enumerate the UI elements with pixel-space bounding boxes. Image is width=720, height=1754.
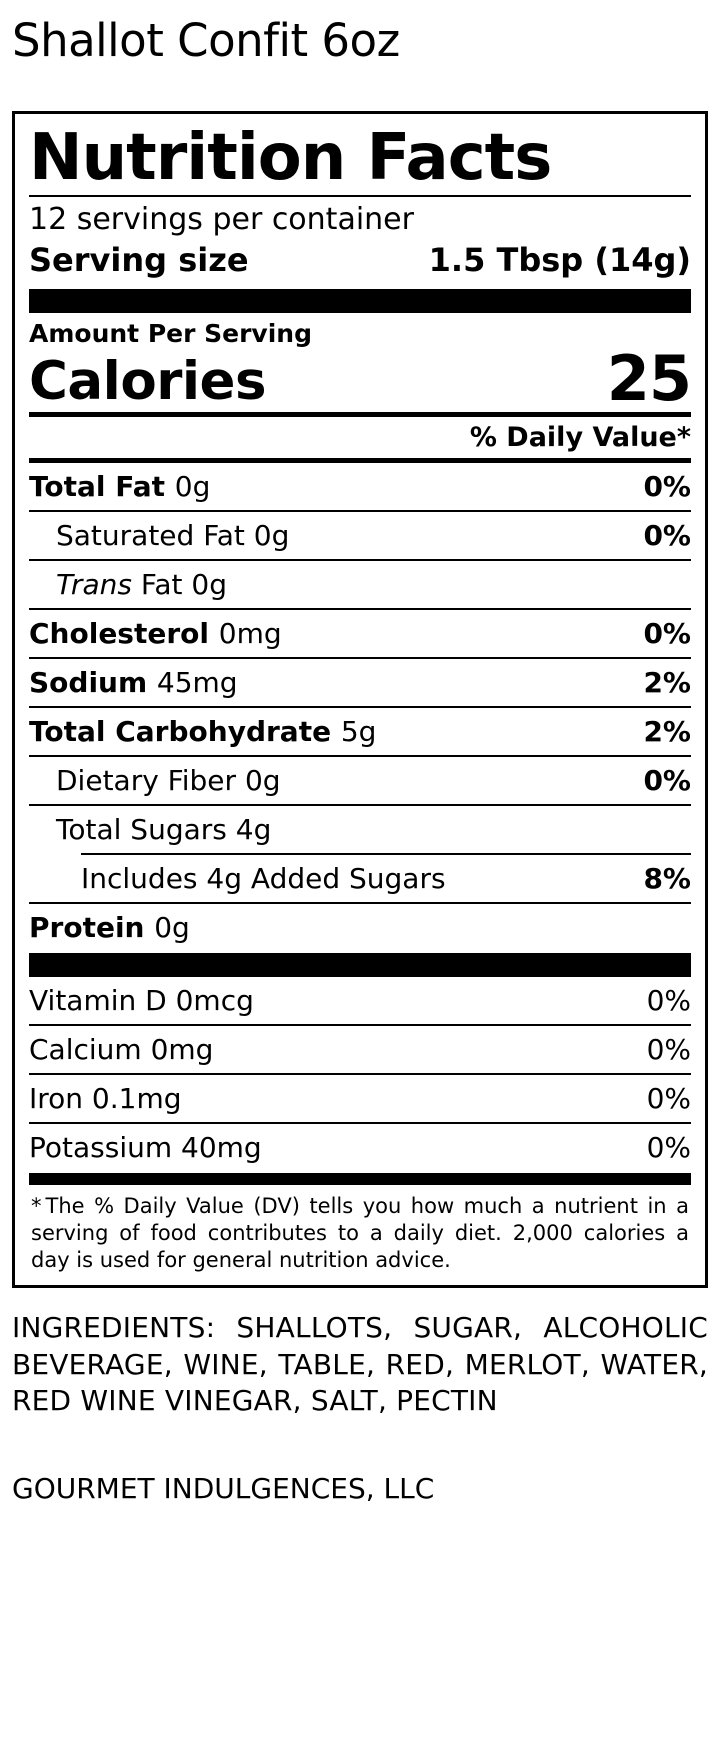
calories-value: 25 (606, 341, 691, 415)
calories-row (29, 341, 691, 415)
iron: Iron 0.1mg (29, 1081, 182, 1115)
daily-value-header: % Daily Value* (469, 421, 691, 453)
table-row (29, 559, 691, 608)
table-row (29, 1024, 691, 1073)
nutrient-trans-fat: Trans Fat 0g (56, 567, 228, 601)
nutrient-total-carbohydrate: Total Carbohydrate 5g (29, 714, 377, 748)
serving-size-row (29, 241, 691, 285)
nutrient-dietary-fiber: Dietary Fiber 0g (56, 763, 281, 797)
nutrient-saturated-fat: Saturated Fat 0g (56, 518, 290, 552)
table-row (29, 804, 691, 853)
dv-iron: 0% (646, 1081, 691, 1115)
dv-added-sugars: 8% (643, 861, 691, 895)
company-name: GOURMET INDULGENCES, LLC (12, 1471, 435, 1505)
dv-vitamin-d: 0% (646, 983, 691, 1017)
divider-thick-top (29, 289, 691, 313)
dv-sodium: 2% (643, 665, 691, 699)
servings-per-container: 12 servings per container (29, 202, 414, 238)
table-row (29, 755, 691, 804)
nutrient-cholesterol: Cholesterol 0mg (29, 616, 282, 650)
calories-label: Calories (29, 351, 267, 413)
nutrition-facts-heading: Nutrition Facts (29, 121, 552, 195)
table-row (29, 458, 691, 510)
nutrient-added-sugars: Includes 4g Added Sugars (81, 861, 446, 895)
table-row (29, 608, 691, 657)
daily-value-footnote (29, 1185, 691, 1278)
dv-total-fat: 0% (643, 469, 691, 503)
divider-footnote (29, 1173, 691, 1185)
table-row (29, 1122, 691, 1171)
footnote-star: * (31, 1193, 42, 1218)
nutrient-total-fat: Total Fat 0g (29, 469, 211, 503)
footnote-text: The % Daily Value (DV) tells you how much a nutrient in a serving of food contributes to a daily diet. 2,000 calories a day is used for general nutrition advice. (31, 1193, 689, 1272)
nutrient-protein: Protein 0g (29, 910, 190, 944)
vitamin-d: Vitamin D 0mcg (29, 983, 254, 1017)
table-row (29, 855, 691, 902)
dv-dietary-fiber: 0% (643, 763, 691, 797)
nutrient-sodium: Sodium 45mg (29, 665, 238, 699)
table-row (29, 977, 691, 1024)
dv-potassium: 0% (646, 1130, 691, 1164)
nutrition-facts-panel (12, 111, 708, 1288)
page-title: Shallot Confit 6oz (12, 14, 400, 67)
serving-size-value: 1.5 Tbsp (14g) (428, 240, 691, 279)
table-row (29, 657, 691, 706)
table-row (29, 706, 691, 755)
dv-cholesterol: 0% (643, 616, 691, 650)
dv-saturated-fat: 0% (643, 518, 691, 552)
serving-size-label: Serving size (29, 240, 249, 279)
table-row (29, 902, 691, 951)
potassium: Potassium 40mg (29, 1130, 262, 1164)
dv-total-carbohydrate: 2% (643, 714, 691, 748)
table-row (29, 1073, 691, 1122)
nutrient-total-sugars: Total Sugars 4g (56, 812, 272, 846)
table-row (29, 510, 691, 559)
ingredients-text: INGREDIENTS: SHALLOTS, SUGAR, ALCOHOLIC BEVERAGE, WINE, TABLE, RED, MERLOT, WATER, RED WINE VINEGAR, SALT, PECTIN (12, 1311, 708, 1418)
divider-thick-vitamins (29, 953, 691, 977)
dv-calcium: 0% (646, 1032, 691, 1066)
amount-per-serving-label: Amount Per Serving (29, 318, 312, 348)
calcium: Calcium 0mg (29, 1032, 214, 1066)
